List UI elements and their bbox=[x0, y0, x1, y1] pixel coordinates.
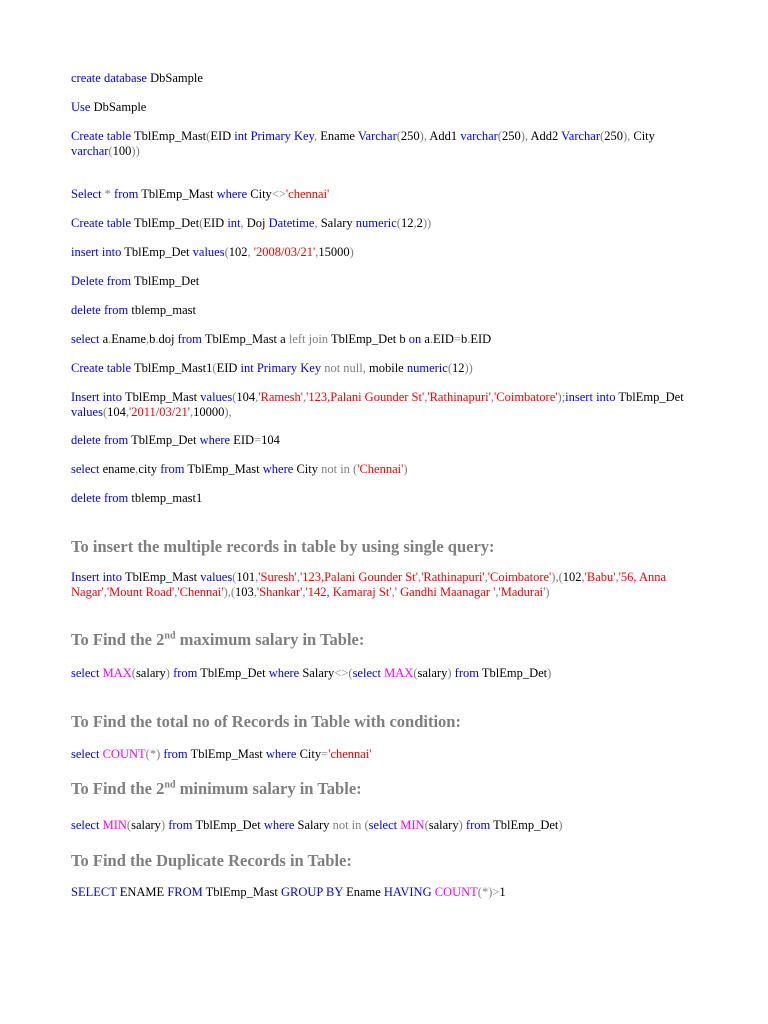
sql-token: = bbox=[321, 747, 329, 761]
sql-token: TblEmp_Mast bbox=[124, 570, 201, 584]
sql-token: Use bbox=[71, 100, 94, 114]
sql-token: Salary bbox=[302, 666, 335, 680]
sql-token: Delete from bbox=[71, 274, 134, 288]
sql-token: , bbox=[247, 245, 254, 259]
sql-token: , bbox=[125, 405, 129, 419]
section-heading bbox=[71, 537, 728, 557]
sql-token: <> bbox=[271, 187, 286, 201]
sql-statement-line bbox=[71, 100, 708, 115]
sql-token: where bbox=[268, 666, 303, 680]
section-heading bbox=[71, 851, 728, 871]
sql-token: ( bbox=[206, 129, 211, 143]
sql-token: Add1 bbox=[429, 129, 461, 143]
sql-token: . bbox=[108, 332, 112, 346]
sql-token: ) bbox=[403, 462, 408, 476]
sql-token: , bbox=[303, 390, 307, 404]
sql-token: 'Mount Road' bbox=[106, 585, 175, 599]
sql-token: ) bbox=[447, 666, 455, 680]
sql-token: EID bbox=[233, 433, 255, 447]
sql-statement-line bbox=[71, 491, 708, 506]
sql-statement-line bbox=[71, 885, 708, 900]
sql-token: ), bbox=[419, 129, 430, 143]
sql-token: , bbox=[255, 390, 259, 404]
sql-statement-line bbox=[71, 818, 708, 833]
sql-token: ), bbox=[622, 129, 634, 143]
sql-token: , bbox=[413, 216, 417, 230]
sql-token: DbSample bbox=[93, 100, 147, 114]
sql-token: TblEmp_Det bbox=[131, 433, 200, 447]
sql-token: MAX bbox=[384, 666, 414, 680]
sql-token: TblEmp_Mast a bbox=[204, 332, 289, 346]
sql-token: ( bbox=[447, 361, 452, 375]
sql-token: Ename bbox=[346, 885, 384, 899]
sql-token: where bbox=[263, 818, 298, 832]
sql-token: 12 bbox=[451, 361, 465, 375]
sql-token: 100 bbox=[112, 144, 132, 158]
sql-token: TblEmp_Mast bbox=[190, 747, 266, 761]
sql-token: Add2 bbox=[530, 129, 562, 143]
sql-token: '2011/03/21' bbox=[128, 405, 190, 419]
sql-token: ) bbox=[160, 818, 169, 832]
sql-token: values bbox=[192, 245, 225, 259]
sql-token: ( bbox=[413, 666, 418, 680]
sql-token: Select bbox=[71, 187, 105, 201]
sql-token: 250 bbox=[400, 129, 420, 143]
sql-token: ( bbox=[396, 129, 401, 143]
sql-token: , bbox=[391, 585, 395, 599]
sql-token: Varchar bbox=[357, 129, 397, 143]
sql-token: 2 bbox=[416, 216, 423, 230]
sql-token: 'Coimbatore' bbox=[494, 390, 558, 404]
sql-token: select bbox=[71, 747, 103, 761]
heading-text: To Find the total no of Records in Table with condition: bbox=[71, 712, 461, 731]
sql-token: select bbox=[71, 462, 103, 476]
sql-token: from bbox=[454, 666, 482, 680]
sql-token: ), bbox=[224, 405, 232, 419]
sql-token: ( bbox=[108, 144, 113, 158]
sql-statement-line bbox=[71, 462, 708, 477]
sql-token: SELECT bbox=[71, 885, 120, 899]
sql-token: ) bbox=[349, 245, 354, 259]
sql-token: 'Coimbatore' bbox=[487, 570, 552, 584]
sql-token: insert into bbox=[565, 390, 619, 404]
sql-token: City bbox=[296, 462, 322, 476]
sql-token: , bbox=[424, 390, 428, 404]
sql-token: where bbox=[199, 433, 234, 447]
sql-token: from bbox=[168, 818, 196, 832]
heading-text: To Find the 2 bbox=[71, 630, 165, 649]
sql-token: ),( bbox=[223, 585, 236, 599]
sql-token: 102 bbox=[562, 570, 582, 584]
sql-token: values bbox=[71, 405, 103, 419]
sql-token: , bbox=[495, 585, 499, 599]
sql-token: 104 bbox=[261, 433, 280, 447]
sql-token: select bbox=[71, 666, 103, 680]
sql-token: 'Chennai' bbox=[357, 462, 404, 476]
sql-token: Insert into bbox=[71, 570, 125, 584]
sql-token: salary bbox=[131, 818, 161, 832]
sql-token: TblEmp_Det b bbox=[330, 332, 409, 346]
sql-token: , bbox=[581, 570, 585, 584]
sql-token: '142, Kamaraj St' bbox=[305, 585, 392, 599]
sql-token: 104 bbox=[236, 390, 256, 404]
sql-statement-line bbox=[71, 433, 708, 448]
sql-token: Salary bbox=[297, 818, 333, 832]
sql-token: 15000 bbox=[318, 245, 350, 259]
sql-statement-line bbox=[71, 187, 708, 202]
sql-token: EID bbox=[210, 129, 235, 143]
sql-token: ) bbox=[458, 818, 466, 832]
sql-token: MAX bbox=[102, 666, 132, 680]
sql-token: Create table bbox=[71, 216, 134, 230]
sql-statement-line bbox=[71, 332, 708, 347]
sql-statement-line bbox=[71, 361, 708, 376]
sql-token: ( bbox=[232, 570, 237, 584]
sql-token: Ename bbox=[111, 332, 146, 346]
sql-statement-line bbox=[71, 216, 708, 231]
sql-token: TblEmp_Mast bbox=[133, 129, 207, 143]
sql-token: = bbox=[453, 332, 461, 346]
sql-token: , bbox=[417, 570, 422, 584]
sql-token: where bbox=[265, 747, 300, 761]
sql-token: ( bbox=[600, 129, 605, 143]
sql-token: ) bbox=[545, 585, 550, 599]
sql-token: * bbox=[104, 187, 115, 201]
sql-token: ( bbox=[497, 129, 502, 143]
sql-token: from bbox=[114, 187, 142, 201]
sql-token: , bbox=[314, 129, 321, 143]
sql-token: , bbox=[174, 585, 178, 599]
sql-token: where bbox=[262, 462, 297, 476]
sql-token: ( bbox=[126, 818, 132, 832]
sql-token: create database bbox=[71, 71, 151, 85]
sql-token: from bbox=[465, 818, 494, 832]
heading-text: To Find the 2 bbox=[71, 779, 165, 798]
sql-token: ( bbox=[224, 245, 229, 259]
sql-token: varchar bbox=[71, 144, 109, 158]
sql-token: TblEmp_Mast bbox=[141, 187, 217, 201]
sql-token: COUNT bbox=[434, 885, 478, 899]
sql-token: ) bbox=[165, 666, 174, 680]
sql-token: salary bbox=[135, 666, 166, 680]
sql-token: , bbox=[296, 570, 300, 584]
sql-token: (*)> bbox=[477, 885, 500, 899]
sql-token: , bbox=[490, 390, 494, 404]
sql-token: select bbox=[368, 818, 401, 832]
sql-token: on bbox=[408, 332, 425, 346]
sql-token: . bbox=[155, 332, 159, 346]
sql-token: TblEmp_Det bbox=[618, 390, 684, 404]
sql-token: TblEmp_Det bbox=[195, 818, 264, 832]
sql-token: a bbox=[424, 332, 430, 346]
sql-token: Salary bbox=[320, 216, 356, 230]
sql-token: MIN bbox=[102, 818, 127, 832]
sql-token: insert into bbox=[71, 245, 125, 259]
sql-token: 'Rathinapuri' bbox=[421, 570, 485, 584]
sql-token: 'Ramesh' bbox=[258, 390, 304, 404]
sql-token: ( bbox=[424, 818, 429, 832]
sql-token: COUNT bbox=[102, 747, 146, 761]
sql-token: not in ( bbox=[321, 462, 358, 476]
sql-token: from bbox=[160, 462, 188, 476]
sql-token: Ename bbox=[320, 129, 358, 143]
sql-token: 1 bbox=[499, 885, 506, 899]
sql-token: City bbox=[633, 129, 655, 143]
sql-token: Datetime bbox=[268, 216, 315, 230]
sql-token: . bbox=[429, 332, 434, 346]
sql-token: ); bbox=[557, 390, 566, 404]
sql-token: 'Shankar' bbox=[256, 585, 303, 599]
sql-token: )) bbox=[422, 216, 432, 230]
sql-token: TblEmp_Det bbox=[133, 274, 200, 288]
sql-statement-line bbox=[71, 570, 708, 600]
sql-token: values bbox=[200, 390, 233, 404]
sql-token: DbSample bbox=[150, 71, 203, 85]
sql-token: Create table bbox=[71, 129, 134, 143]
sql-token: select bbox=[352, 666, 385, 680]
heading-text: To insert the multiple records in table by using single query: bbox=[71, 537, 495, 556]
sql-token: '123,Palani Gounder St' bbox=[306, 390, 425, 404]
sql-token: int bbox=[227, 216, 241, 230]
sql-token: )) bbox=[464, 361, 473, 375]
sql-token: TblEmp_Det bbox=[481, 666, 548, 680]
sql-token: TblEmp_Det bbox=[124, 245, 193, 259]
sql-token: , bbox=[255, 570, 259, 584]
sql-token: Doj bbox=[246, 216, 269, 230]
sql-token: b bbox=[149, 332, 156, 346]
sql-token: ( bbox=[131, 666, 136, 680]
sql-token: ' Gandhi Maanagar ' bbox=[394, 585, 496, 599]
sql-token: , bbox=[103, 585, 107, 599]
sql-token: 'Babu' bbox=[584, 570, 616, 584]
sql-token: 'Rathinapuri' bbox=[427, 390, 491, 404]
sql-token: , bbox=[135, 462, 139, 476]
sql-token: where bbox=[216, 187, 251, 201]
sql-token: 'Madurai' bbox=[498, 585, 546, 599]
sql-token: ) bbox=[547, 666, 552, 680]
sql-statement-line bbox=[71, 71, 708, 86]
sql-token: numeric bbox=[406, 361, 448, 375]
sql-token: GROUP BY bbox=[281, 885, 347, 899]
sql-token: 104 bbox=[107, 405, 126, 419]
sql-token: tblemp_mast bbox=[131, 303, 196, 317]
sql-statement-line bbox=[71, 303, 708, 318]
sql-token: ( bbox=[232, 390, 237, 404]
sql-token: varchar bbox=[460, 129, 498, 143]
sql-token: ENAME bbox=[119, 885, 168, 899]
sql-token: not null, bbox=[324, 361, 369, 375]
sql-statement-line bbox=[71, 245, 708, 260]
heading-text: maximum salary in Table: bbox=[175, 630, 365, 649]
sql-token: <>( bbox=[334, 666, 353, 680]
sql-token: , bbox=[314, 216, 321, 230]
sql-token: delete from bbox=[71, 303, 132, 317]
sql-token: tblemp_mast1 bbox=[131, 491, 203, 505]
section-heading bbox=[71, 712, 728, 732]
section-heading bbox=[71, 779, 728, 799]
sql-token: 'Chennai' bbox=[177, 585, 224, 599]
sql-token: '2008/03/21' bbox=[253, 245, 316, 259]
sql-token: 250 bbox=[604, 129, 623, 143]
sql-token: MIN bbox=[400, 818, 425, 832]
sql-token: EID bbox=[216, 361, 241, 375]
sql-token: TblEmp_Det bbox=[200, 666, 269, 680]
sql-token: 103 bbox=[235, 585, 254, 599]
sql-token: 102 bbox=[228, 245, 248, 259]
sql-token: numeric bbox=[355, 216, 397, 230]
sql-statement-line bbox=[71, 274, 708, 289]
sql-token: 12 bbox=[400, 216, 414, 230]
heading-superscript: nd bbox=[164, 630, 176, 642]
sql-token: not in ( bbox=[332, 818, 369, 832]
section-heading bbox=[71, 630, 728, 650]
sql-token: ename bbox=[102, 462, 136, 476]
sql-token: left join bbox=[288, 332, 331, 346]
sql-statement-line bbox=[71, 129, 708, 159]
sql-token: from bbox=[177, 332, 205, 346]
sql-token: a bbox=[102, 332, 109, 346]
sql-token: int Primary Key bbox=[240, 361, 325, 375]
sql-token: Varchar bbox=[561, 129, 601, 143]
sql-token: '56, Anna Nagar' bbox=[71, 570, 667, 599]
sql-token: 101 bbox=[236, 570, 256, 584]
sql-token: from bbox=[173, 666, 201, 680]
sql-token: TblEmp_Mast bbox=[124, 390, 201, 404]
sql-token: = bbox=[254, 433, 262, 447]
heading-text: To Find the Duplicate Records in Table: bbox=[71, 851, 352, 870]
sql-token: 250 bbox=[501, 129, 521, 143]
sql-token: , bbox=[189, 405, 194, 419]
sql-token: '123,Palani Gounder St' bbox=[299, 570, 418, 584]
sql-token: , bbox=[253, 585, 257, 599]
sql-token: . bbox=[467, 332, 471, 346]
sql-token: 'chennai' bbox=[285, 187, 330, 201]
sql-token: delete from bbox=[71, 491, 132, 505]
heading-text: minimum salary in Table: bbox=[175, 779, 362, 798]
sql-token: City bbox=[250, 187, 272, 201]
sql-token: EID bbox=[433, 332, 454, 346]
sql-token: ( bbox=[102, 405, 108, 419]
sql-token: , bbox=[315, 245, 319, 259]
sql-token: 'chennai' bbox=[328, 747, 372, 761]
sql-token: 'Suresh' bbox=[258, 570, 297, 584]
sql-token: )) bbox=[131, 144, 140, 158]
sql-token: (*) bbox=[145, 747, 164, 761]
sql-token: city bbox=[138, 462, 161, 476]
sql-token: int Primary Key bbox=[234, 129, 315, 143]
sql-token: TblEmp_Mast1 bbox=[133, 361, 213, 375]
sql-token: TblEmp_Det bbox=[133, 216, 200, 230]
sql-token: , bbox=[615, 570, 619, 584]
sql-token: TblEmp_Mast bbox=[187, 462, 263, 476]
sql-token: FROM bbox=[167, 885, 206, 899]
sql-statement-line bbox=[71, 390, 708, 420]
sql-token: ( bbox=[199, 216, 204, 230]
sql-token: Insert into bbox=[71, 390, 125, 404]
sql-token: select bbox=[71, 818, 103, 832]
sql-token: doj bbox=[158, 332, 178, 346]
sql-token: , bbox=[484, 570, 488, 584]
sql-token: , bbox=[240, 216, 247, 230]
sql-token: EID bbox=[203, 216, 228, 230]
heading-superscript: nd bbox=[164, 779, 176, 791]
sql-token: delete from bbox=[71, 433, 132, 447]
sql-token: Create table bbox=[71, 361, 134, 375]
sql-token: b bbox=[460, 332, 468, 346]
sql-token: City bbox=[299, 747, 322, 761]
sql-token: salary bbox=[417, 666, 448, 680]
sql-token: TblEmp_Mast bbox=[205, 885, 281, 899]
sql-token: from bbox=[163, 747, 191, 761]
sql-token: EID bbox=[470, 332, 492, 346]
sql-token: values bbox=[200, 570, 233, 584]
sql-token: ( bbox=[396, 216, 401, 230]
sql-token: mobile bbox=[369, 361, 407, 375]
sql-token: 10000 bbox=[193, 405, 225, 419]
sql-token: , bbox=[146, 332, 150, 346]
sql-token: ), bbox=[520, 129, 531, 143]
sql-token: HAVING bbox=[383, 885, 435, 899]
sql-token: salary bbox=[428, 818, 459, 832]
sql-token: TblEmp_Det bbox=[493, 818, 559, 832]
sql-token: ) bbox=[558, 818, 563, 832]
sql-token: , bbox=[302, 585, 306, 599]
sql-statement-line bbox=[71, 666, 708, 681]
sql-statement-line bbox=[71, 747, 708, 762]
sql-token: select bbox=[71, 332, 103, 346]
sql-token: ),( bbox=[551, 570, 563, 584]
sql-token: ( bbox=[212, 361, 217, 375]
